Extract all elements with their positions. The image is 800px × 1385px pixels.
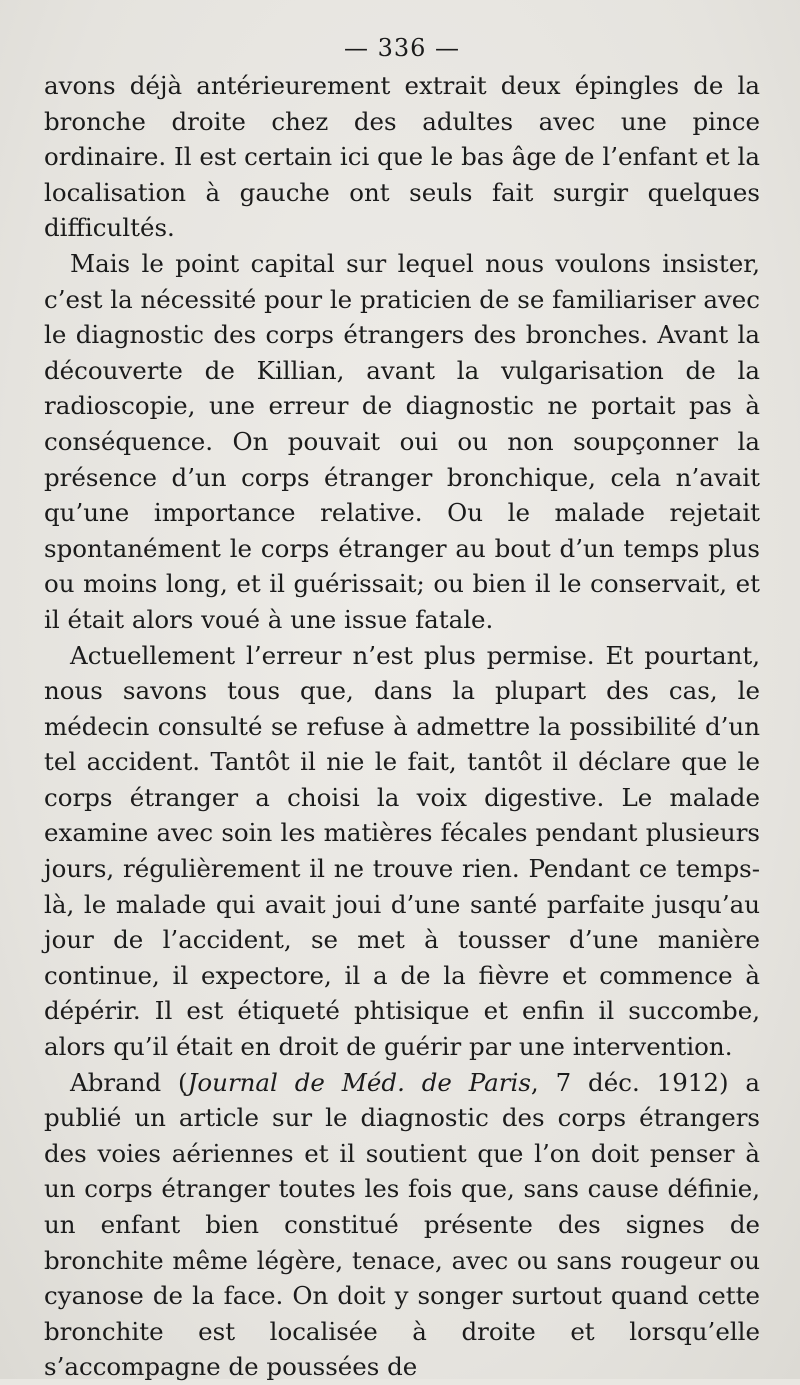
paragraph-abrand bbox=[44, 1065, 760, 1385]
paragraph-continuation: avons déjà antérieurement extrait deux épingles de la bronche droite chez des adultes avec une pince ordinaire. Il est certain ici que le bas âge de l’enfant et la localisation à gauche ont seuls fait surgir quelques difficultés. bbox=[44, 71, 760, 243]
body-text bbox=[44, 68, 760, 1385]
abrand-text-before: Abrand ( bbox=[70, 1067, 188, 1097]
paragraph-diagnostic-importance: Mais le point capital sur lequel nous voulons insister, c’est la nécessité pour le praticien de se familiariser avec le diagnostic des corps étrangers des bronches. Avant la découverte de Killian, avant la vulgarisation de la radioscopie, une erreur de diagnostic ne portait pas à conséquence. On pouvait oui ou non soupçonner la présence d’un corps étranger bronchique, cela n’avait qu’une importance relative. Ou le malade rejetait spontanément le corps étranger au bout d’un temps plus ou moins long, et il guérissait; ou bien il le conservait, et il était alors voué à une issue fatale. bbox=[44, 248, 760, 634]
page-number: — 336 — bbox=[343, 34, 461, 62]
journal-citation: Journal de Méd. de Paris bbox=[187, 1067, 531, 1097]
abrand-text-after: , 7 déc. 1912) a publié un article sur le diagnostic des corps étrangers des voies aériennes et il soutient que l’on doit penser à un corps étranger toutes les fois que, sans cause définie, un enfant bien constitué présente des signes de bronchite même légère, tenace, avec ou sans rougeur ou cyanose de la face. On doit y songer surtout quand cette bronchite est localisée à droite et lorsqu’elle s’accompagne de poussées de bbox=[44, 1067, 761, 1382]
paragraph-current-error: Actuellement l’erreur n’est plus permise. Et pourtant, nous savons tous que, dans la plupart des cas, le médecin consulté se refuse à admettre la possibilité d’un tel accident. Tantôt il nie le fait, tantôt il déclare que le corps étranger a choisi la voix digestive. Le malade examine avec soin les matières fécales pendant plusieurs jours, régulièrement il ne trouve rien. Pendant ce temps-là, le malade qui avait joui d’une santé parfaite jusqu’au jour de l’accident, se met à tousser d’une manière continue, il expectore, il a de la fièvre et commence à dépérir. Il est étiqueté phtisique et enfin il succombe, alors qu’il était en droit de guérir par une intervention. bbox=[44, 640, 760, 1062]
